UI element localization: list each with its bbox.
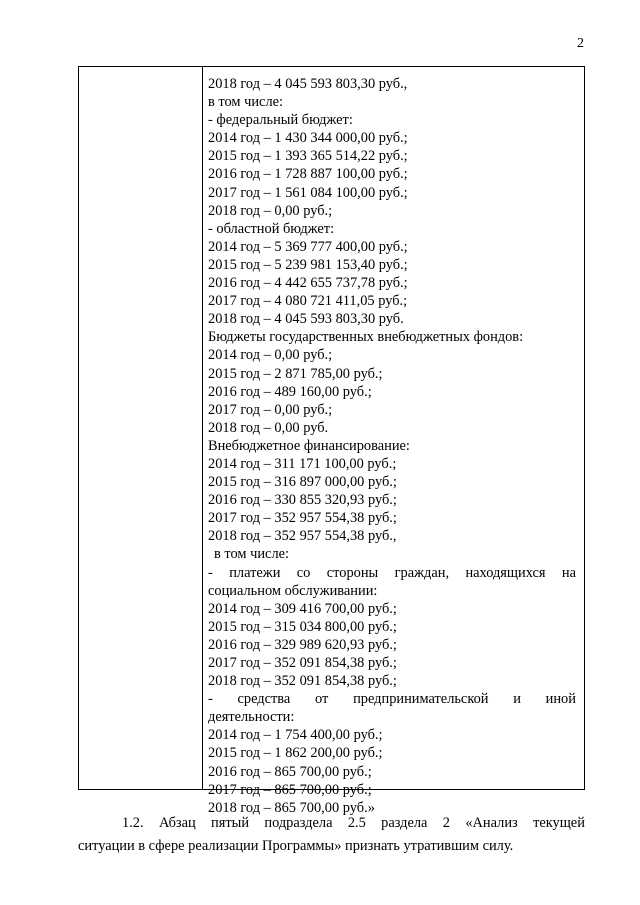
word: - [208, 564, 213, 581]
word: текущей [533, 815, 585, 831]
text-line: 2014 год – 309 416 700,00 руб.; [208, 600, 397, 617]
word: платежи [229, 564, 281, 581]
funding-table [78, 66, 585, 816]
paragraph-line-1 [78, 812, 585, 835]
text-line: - федеральный бюджет: [208, 112, 353, 129]
text-line: 2014 год – 1 754 400,00 руб.; [208, 727, 383, 744]
text-line: 2015 год – 5 239 981 153,40 руб.; [208, 256, 408, 273]
word: подраздела [264, 815, 333, 831]
text-line: 2018 год – 0,00 руб. [208, 419, 329, 436]
text-line: в том числе: [208, 94, 284, 111]
word: на [561, 564, 576, 581]
income-lines [208, 726, 576, 816]
text-line: 2017 год – 865 700,00 руб.; [208, 781, 372, 798]
text-line: 2016 год – 865 700,00 руб.; [208, 763, 372, 780]
word: находящихся [465, 564, 546, 581]
word: средства [237, 691, 291, 708]
text-line: 2018 год – 352 957 554,38 руб., [208, 528, 397, 545]
text-line: Внебюджетное финансирование: [208, 437, 410, 454]
text-line: - областной бюджет: [208, 220, 335, 237]
text-line: 2015 год – 1 862 200,00 руб.; [208, 745, 383, 762]
text-line: 2014 год – 0,00 руб.; [208, 347, 333, 364]
text-line: 2016 год – 330 855 320,93 руб.; [208, 492, 397, 509]
payments-lines [208, 600, 576, 690]
paragraph-line-2: ситуации в сфере реализации Программы» признать утратившим силу. [78, 838, 514, 854]
text-line: 2015 год – 316 897 000,00 руб.; [208, 474, 397, 491]
amendment-paragraph [78, 812, 585, 858]
word: - [208, 691, 213, 708]
word: 2.5 [347, 815, 366, 831]
text-line: 2018 год – 865 700,00 руб.» [208, 799, 375, 816]
word: стороны [326, 564, 379, 581]
text-line: 2018 год – 0,00 руб.; [208, 202, 333, 219]
payments-heading [208, 564, 576, 582]
text-line: 2018 год – 352 091 854,38 руб.; [208, 673, 397, 690]
text-line: 2018 год – 4 045 593 803,30 руб., [208, 76, 408, 92]
text-line: 2016 год – 4 442 655 737,78 руб.; [208, 275, 408, 292]
text-line: 2016 год – 329 989 620,93 руб.; [208, 636, 397, 653]
word: граждан, [394, 564, 450, 581]
text-line: 2017 год – 352 957 554,38 руб.; [208, 510, 397, 527]
word: предпринимательской [353, 691, 489, 708]
word: раздела [381, 815, 428, 831]
page-number: 2 [577, 36, 584, 51]
text-line: 2016 год – 489 160,00 руб.; [208, 383, 372, 400]
text-line: 2017 год – 4 080 721 411,05 руб.; [208, 293, 408, 310]
text-line: 2017 год – 1 561 084 100,00 руб.; [208, 184, 408, 201]
word: и [513, 691, 521, 708]
income-heading-cont: деятельности: [208, 709, 295, 726]
text-line: 2014 год – 5 369 777 400,00 руб.; [208, 238, 408, 255]
text-line: 2017 год – 0,00 руб.; [208, 401, 333, 418]
payments-heading-cont: социальном обслуживании: [208, 582, 378, 599]
table-column-divider [202, 67, 203, 789]
text-line: 2015 год – 2 871 785,00 руб.; [208, 365, 383, 382]
word: «Анализ [465, 815, 518, 831]
word: 2 [442, 815, 450, 831]
word: со [296, 564, 311, 581]
text-line: 2014 год – 1 430 344 000,00 руб.; [208, 130, 408, 147]
funding-cell [208, 75, 576, 817]
word: иной [545, 691, 576, 708]
income-heading [208, 690, 576, 708]
word: от [315, 691, 329, 708]
word: Абзац [158, 815, 196, 831]
word: 1.2. [122, 815, 144, 831]
word: пятый [211, 815, 250, 831]
text-line: 2018 год – 4 045 593 803,30 руб. [208, 311, 404, 328]
text-line: 2014 год – 311 171 100,00 руб.; [208, 455, 397, 472]
text-line: 2015 год – 1 393 365 514,22 руб.; [208, 148, 408, 165]
text-line: в том числе: [214, 546, 290, 563]
text-line: 2016 год – 1 728 887 100,00 руб.; [208, 166, 408, 183]
text-line: 2015 год – 315 034 800,00 руб.; [208, 618, 397, 635]
funding-lines [208, 75, 576, 564]
text-line: Бюджеты государственных внебюджетных фондов: [208, 329, 524, 346]
text-line: 2017 год – 352 091 854,38 руб.; [208, 655, 397, 671]
